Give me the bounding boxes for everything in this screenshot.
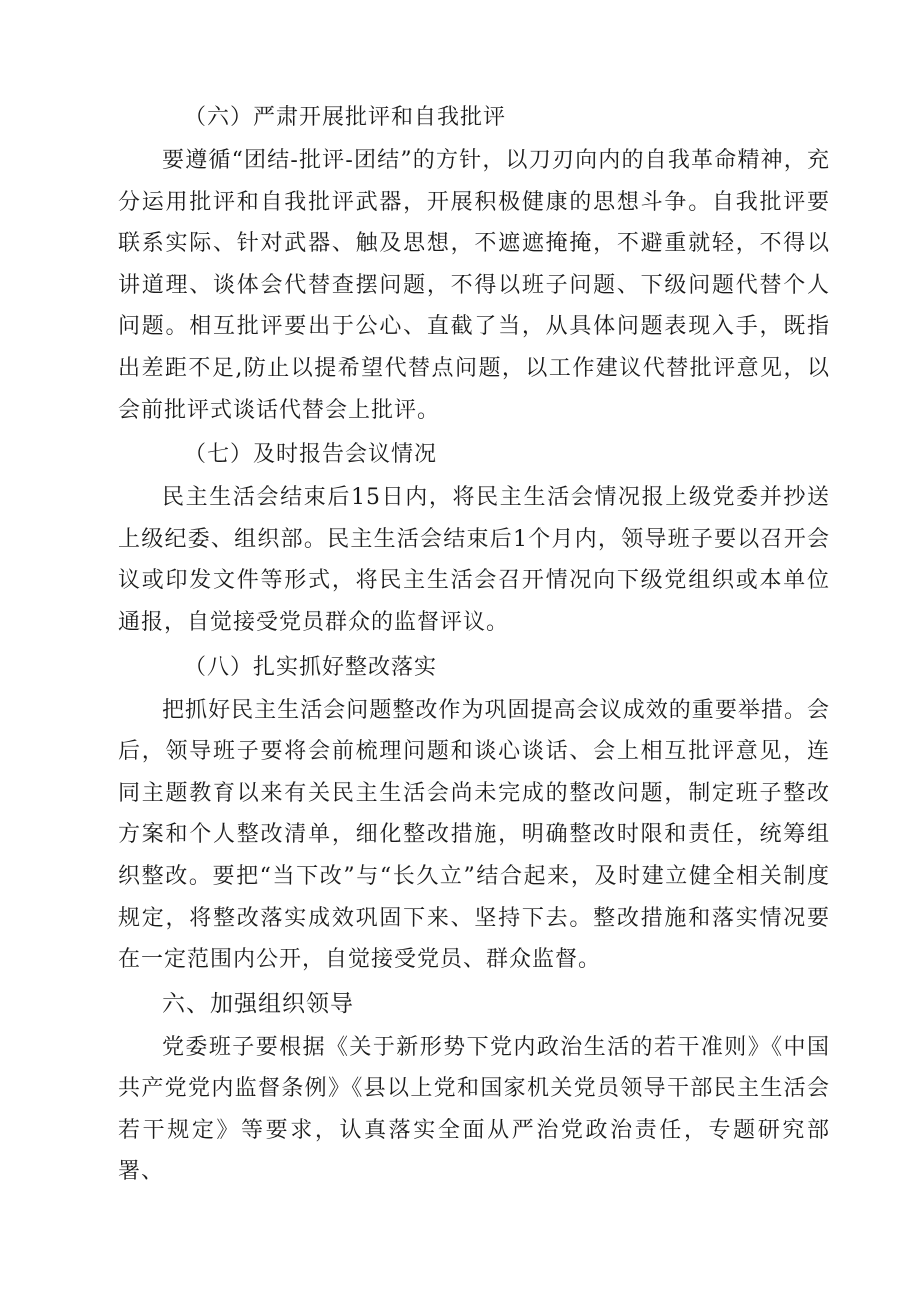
paragraph-criticism: 要遵循“团结-批评-团结”的方针，以刀刃向内的自我革命精神，充分运用批评和自我批评武器，开展积极健康的思想斗争。自我批评要联系实际、针对武器、触及思想，不遮遮掩掩，不避重就轻，不得以讲道理、谈体会代替查摆问题，不得以班子问题、下级问题代替个人问题。相互批评要出于公心、直截了当，从具体问题表现入手，既指出差距不足,防止以提希望代替点问题，以工作建议代替批评意见，以会前批评式谈话代替会上批评。 [118, 148, 830, 423]
paragraph-rectification: 把抓好民主生活会问题整改作为巩固提高会议成效的重要举措。会后，领导班子要将会前梳理问题和谈心谈话、会上相互批评意见，连同主题教育以来有关民主生活会尚未完成的整改问题，制定班子整改方案和个人整改清单，细化整改措施，明确整改时限和责任，统筹组织整改。要把“当下改”与“长久立”结合起来，及时建立健全相关制度规定，将整改落实成效巩固下来、坚持下去。整改措施和落实情况要在一定范围内公开，自觉接受党员、群众监督。 [118, 697, 830, 973]
paragraph-leadership: 党委班子要根据《关于新形势下党内政治生活的若干准则》《中国共产党党内监督条例》《县以上党和国家机关党员领导干部民主生活会若干规定》等要求，认真落实全面从严治党政治责任，专题研究部署、 [118, 1034, 830, 1185]
subheading-criticism: （六）严肃开展批评和自我批评 [184, 105, 507, 130]
section-heading-leadership: 六、加强组织领导 [162, 990, 354, 1017]
subheading-report-meeting: （七）及时报告会议情况 [184, 442, 438, 468]
subheading-rectification: （八）扎实抓好整改落实 [184, 654, 438, 680]
document-body [118, 96, 830, 1193]
paragraph-report-meeting: 民主生活会结束后15日内，将民主生活会情况报上级党委并抄送上级纪委、组织部。民主生活会结束后1个月内，领导班子要以召开会议或印发文件等形式，将民主生活会召开情况向下级党组织或本单位通报，自觉接受党员群众的监督评议。 [118, 485, 830, 635]
